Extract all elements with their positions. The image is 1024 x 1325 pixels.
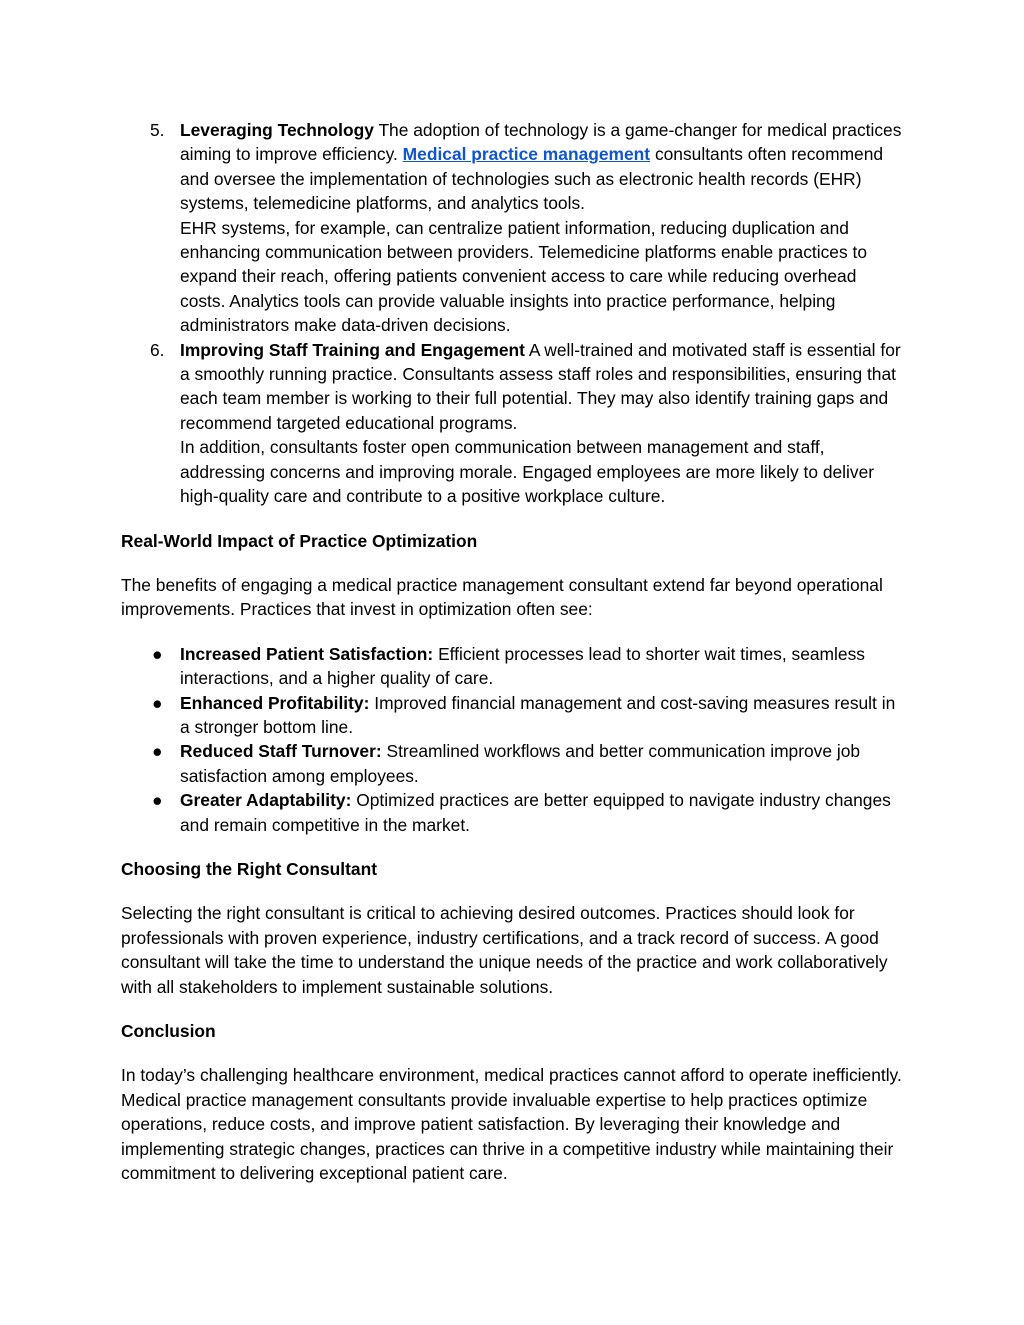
list-item-paragraph: In addition, consultants foster open communication between management and staff, addressing concerns and improving morale. Engaged employees are more likely to deliver high-quality care and contribute to a positive workplace culture. <box>180 437 875 507</box>
bullet-label: Increased Patient Satisfaction: <box>180 643 434 664</box>
choosing-paragraph: Selecting the right consultant is critical to achieving desired outcomes. Practices should look for professionals with proven experience, industry certifications, and a track record of success. A good consultant will take the time to understand the unique needs of the practice and work collaboratively with all stakeholders to implement sustainable solutions. <box>121 903 888 997</box>
bullet-label: Greater Adaptability: <box>180 790 352 811</box>
bullet-text: Improved financial management and cost-saving measures result in a stronger bottom line. <box>180 692 896 737</box>
bullet-label: Reduced Staff Turnover: <box>180 741 382 762</box>
list-item <box>121 642 904 691</box>
list-item-title: Improving Staff Training and Engagement <box>180 339 525 360</box>
bullet-text: Optimized practices are better equipped to navigate industry changes and remain competitive in the market. <box>180 790 891 835</box>
list-item-title: Leveraging Technology <box>180 120 374 140</box>
section-heading-impact: Real-World Impact of Practice Optimization <box>121 530 478 551</box>
medical-practice-management-link[interactable]: Medical practice management <box>402 144 651 165</box>
bullet-label: Enhanced Profitability: <box>180 692 370 713</box>
list-item-text: consultants often recommend and oversee the implementation of technologies such as electronic health records (EHR) systems, telemedicine platforms, and analytics tools. <box>180 144 884 214</box>
list-number: 5. <box>150 120 165 140</box>
bullet-icon: ● <box>152 692 163 713</box>
impact-intro-paragraph: The benefits of engaging a medical practice management consultant extend far beyond operational improvements. Practices that invest in optimization often see: <box>121 574 883 620</box>
bullet-text: Efficient processes lead to shorter wait times, seamless interactions, and a higher quality of care. <box>180 643 865 689</box>
list-item <box>121 118 904 338</box>
list-item <box>121 691 904 740</box>
list-item <box>121 338 904 509</box>
list-item <box>121 739 904 788</box>
list-item-text: A well-trained and motivated staff is essential for a smoothly running practice. Consultants assess staff roles and responsibilities, ensuring that each team member is working to their full potential. They may also identify training gaps and recommend targeted educational programs. <box>180 339 901 433</box>
list-number: 6. <box>150 339 165 360</box>
bullet-icon: ● <box>152 643 163 664</box>
numbered-list <box>121 118 904 509</box>
bullet-icon: ● <box>152 790 163 811</box>
section-heading-choosing: Choosing the Right Consultant <box>121 858 377 879</box>
list-item <box>121 788 904 837</box>
conclusion-paragraph: In today’s challenging healthcare environment, medical practices cannot afford to operate inefficiently. Medical practice management consultants provide invaluable expertise to help practices optimize operations, reduce costs, and improve patient satisfaction. By leveraging their knowledge and implementing strategic changes, practices can thrive in a competitive industry while maintaining their commitment to delivering exceptional patient care. <box>121 1065 902 1184</box>
bullet-text: Streamlined workflows and better communication improve job satisfaction among employees. <box>180 741 861 786</box>
bullet-icon: ● <box>152 741 163 762</box>
list-item-text: The adoption of technology is a game-changer for medical practices aiming to improve efficiency. <box>180 120 902 165</box>
list-item-paragraph <box>180 338 904 436</box>
list-item-paragraph <box>180 118 904 216</box>
section-heading-conclusion: Conclusion <box>121 1021 216 1041</box>
list-item-paragraph: EHR systems, for example, can centralize patient information, reducing duplication and enhancing communication between providers. Telemedicine platforms enable practices to expand their reach, offering patients convenient access to care while reducing overhead costs. Analytics tools can provide valuable insights into practice performance, helping administrators make data-driven decisions. <box>180 217 867 336</box>
bullet-list <box>121 642 904 837</box>
